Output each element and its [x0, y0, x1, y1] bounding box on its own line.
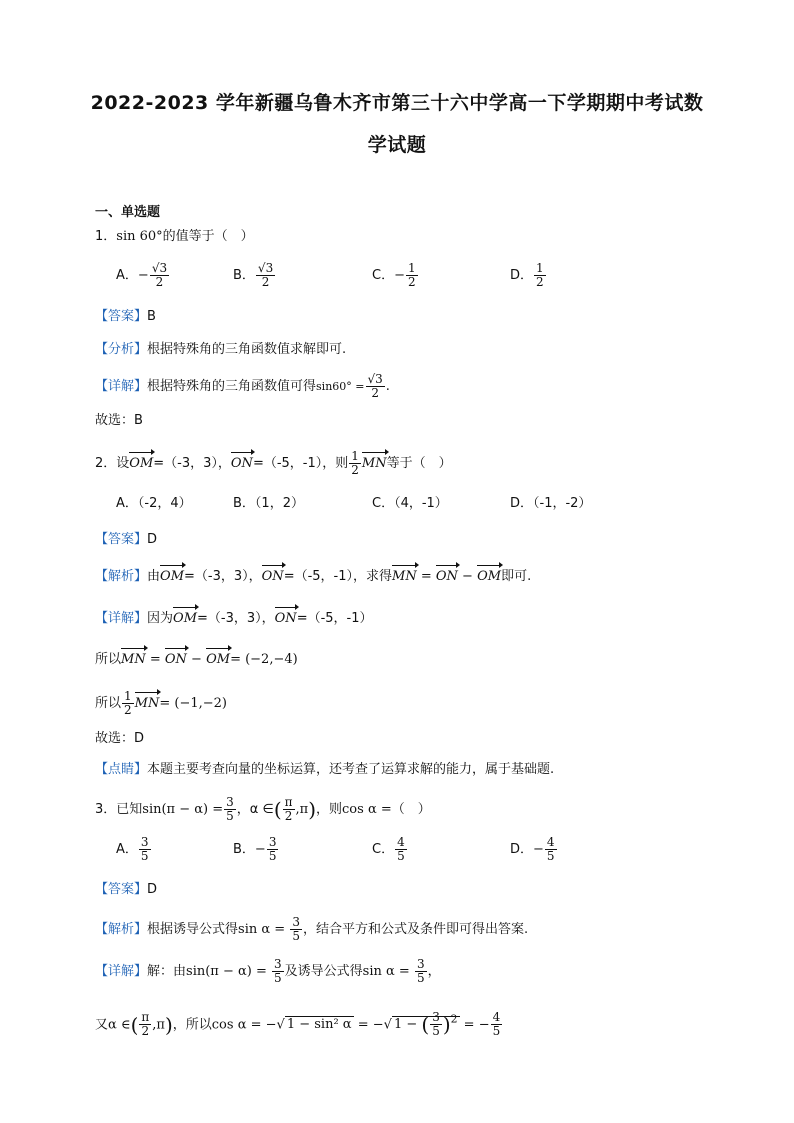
q2-step-2: 所以 $\frac{1}{2}$ MN= (−1,−2) [95, 689, 227, 717]
q1-detail: 【详解】根据特殊角的三角函数值可得sin60° = $\frac{√3}{2}$ . [95, 372, 390, 400]
q2-option-d: D．（-1，-2） [510, 496, 592, 511]
q3-detail: 【详解】解：由sin(π − α) = $\frac{3}{5}$ 及诱导公式得sin α = $\frac{3}{5}$ ， [95, 957, 441, 985]
q3-analysis: 【解析】根据诱导公式得sin α = $\frac{3}{5}$ ，结合平方和公式及条件即可得出答案. [95, 915, 529, 943]
q1-option-a: A．− $\frac{√3}{2}$ [116, 261, 168, 289]
q1-expr: sin 60° [116, 229, 163, 244]
q2-option-c: C．（4，-1） [372, 496, 448, 511]
q3-step: 又α ∈( $\frac{\pi}{2}$ ,π)，所以cos α = −√ 1 − sin² α = −√ 1 − ( $\frac{3}{5}$ )$^2$ = − $\frac{4}{5}$ [95, 1010, 501, 1039]
q2-comment: 【点睛】本题主要考查向量的坐标运算，还考查了运算求解的能力，属于基础题. [95, 762, 555, 777]
q3-option-a: A． $\frac{3}{5}$ [116, 835, 149, 863]
q2-step-1: 所以MN = ON − OM= (−2,−4) [95, 650, 298, 670]
q1-option-d: D． $\frac{1}{2}$ [510, 261, 544, 289]
q2-detail: 【详解】因为OM=（-3，3），ON=（-5，-1） [95, 609, 373, 629]
question-2: 2．设OM=（-3，3），ON=（-5，-1），则 $\frac{1}{2}$ MN等于（ ） [95, 449, 452, 477]
q3-option-b: B．− $\frac{3}{5}$ [233, 835, 277, 863]
q2-answer: 【答案】D [95, 532, 158, 547]
title-line-1: 2022-2023 学年新疆乌鲁木齐市第三十六中学高一下学期期中考试数 [90, 92, 704, 114]
q3-option-c: C． $\frac{4}{5}$ [372, 835, 405, 863]
q2-option-b: B．（1，2） [233, 496, 304, 511]
q2-option-a: A．（-2，4） [116, 496, 192, 511]
q2-analysis: 【解析】由OM=（-3，3），ON=（-5，-1），求得MN = ON − OM即可. [95, 567, 531, 587]
q1-option-b: B． $\frac{√3}{2}$ [233, 261, 274, 289]
q1-choose: 故选：B [95, 413, 143, 428]
section-heading: 一、单选题 [95, 205, 161, 220]
q1-option-c: C．− $\frac{1}{2}$ [372, 261, 416, 289]
question-1: 1．sin 60°的值等于（ ） [95, 229, 254, 244]
q3-answer: 【答案】D [95, 882, 158, 897]
q2-choose: 故选：D [95, 731, 145, 746]
q1-analysis: 【分析】根据特殊角的三角函数值求解即可. [95, 342, 347, 357]
title-line-2: 学试题 [367, 134, 427, 156]
q3-option-d: D．− $\frac{4}{5}$ [510, 835, 555, 863]
q1-answer: 【答案】B [95, 309, 156, 324]
question-3: 3．已知sin(π − α) = $\frac{3}{5}$ ，α ∈( $\frac{\pi}{2}$ ,π)，则cos α =（ ） [95, 795, 431, 823]
